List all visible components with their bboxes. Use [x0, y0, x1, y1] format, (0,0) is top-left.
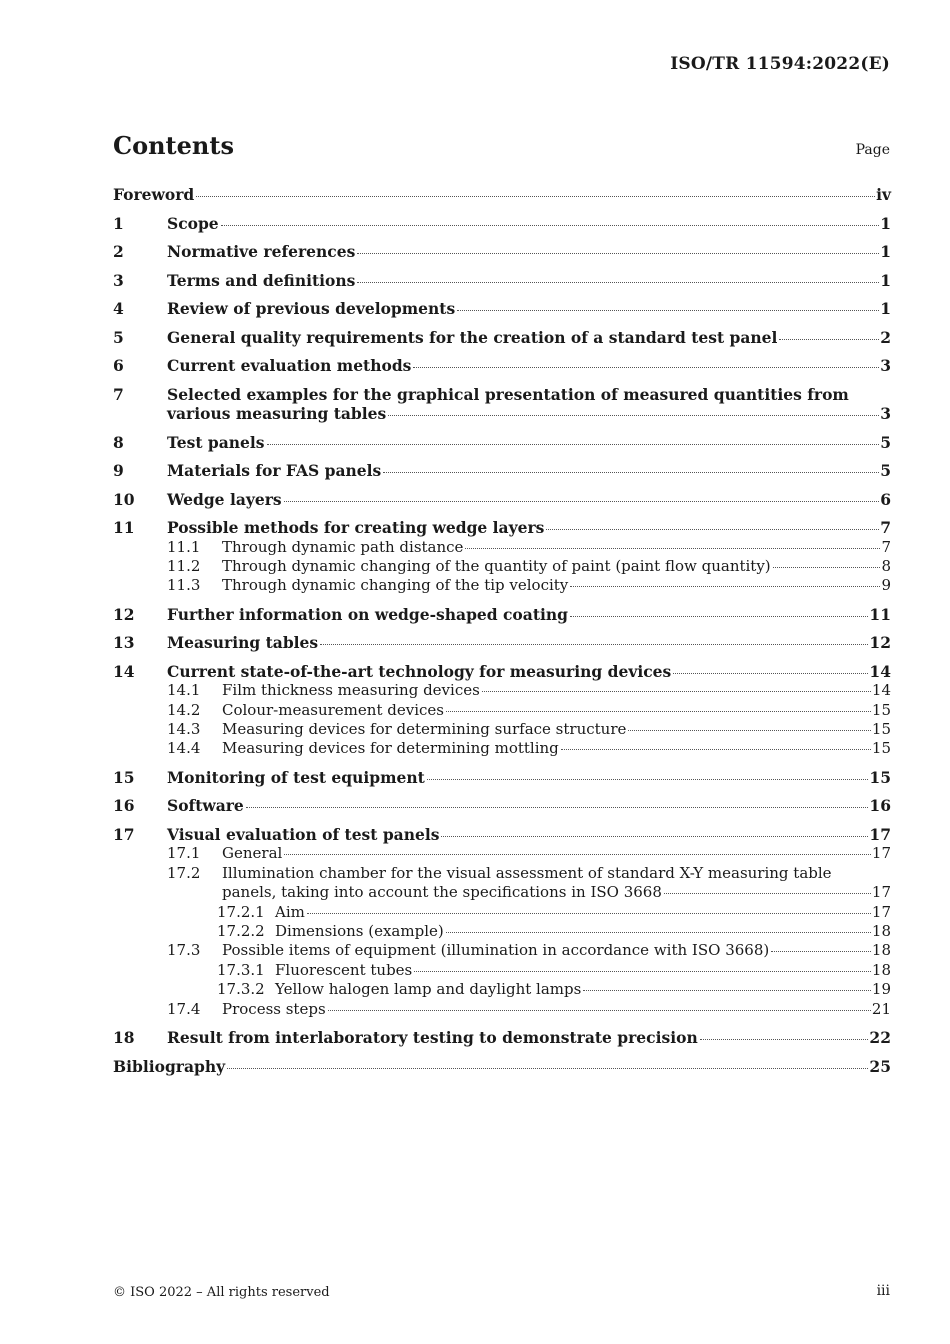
leader-dots [357, 282, 879, 283]
toc-entry-title: Through dynamic changing of the quantity of paint (paint flow quantity) [222, 556, 771, 575]
toc-entry-page: 18 [871, 941, 891, 960]
toc-entry-number: 17.1 [167, 844, 201, 863]
toc-entry-page: 17 [869, 824, 891, 844]
toc-entry-17-3-1[interactable] [113, 961, 891, 980]
toc-entry-title: Visual evaluation of test panels [167, 824, 440, 844]
leader-dots [267, 444, 880, 445]
toc-entry-14-4[interactable] [113, 739, 891, 758]
leader-dots [388, 415, 879, 416]
toc-entry-number: 11.2 [167, 556, 201, 575]
leader-dots [284, 854, 871, 855]
leader-dots [457, 310, 879, 311]
toc-entry-number: 12 [113, 604, 135, 624]
toc-entry-1[interactable] [113, 214, 891, 234]
toc-entry-page: 22 [869, 1028, 891, 1047]
toc-entry-14-1[interactable] [113, 681, 891, 700]
toc-entry-7[interactable] [113, 385, 891, 424]
toc-entry-11-1[interactable] [113, 538, 891, 557]
toc-entry-number: 16 [113, 796, 135, 816]
toc-entry-page: 7 [881, 537, 891, 556]
leader-dots [227, 1068, 868, 1069]
toc-entry-title: Materials for FAS panels [167, 461, 382, 480]
toc-entry-title: Film thickness measuring devices [222, 681, 480, 700]
toc-entry-number: 9 [113, 461, 124, 480]
leader-dots [561, 749, 871, 750]
leader-dots [482, 691, 871, 692]
toc-entry-page: 25 [869, 1056, 891, 1076]
toc-entry-page: 14 [871, 681, 891, 700]
toc-entry-page: 5 [880, 432, 891, 452]
leader-dots [357, 253, 879, 254]
toc-entry-number: 13 [113, 633, 135, 653]
leader-dots [221, 225, 880, 226]
leader-dots [246, 807, 869, 808]
toc-entry-page: 21 [871, 999, 891, 1018]
leader-dots [570, 586, 880, 587]
toc-entry-page: 1 [880, 213, 891, 233]
toc-entry-14[interactable] [113, 662, 891, 682]
toc-entry-title: Through dynamic changing of the tip velocity [222, 576, 569, 595]
toc-entry-number: 8 [113, 432, 124, 452]
leader-dots [383, 472, 879, 473]
toc-entry-17-2[interactable] [113, 864, 891, 903]
toc-entry-title: Result from interlaboratory testing to demonstrate precision [167, 1028, 698, 1047]
toc-entry-title: Further information on wedge-shaped coating [167, 604, 568, 624]
toc-entry-title: Yellow halogen lamp and daylight lamps [275, 980, 582, 999]
toc-entry-number: 17 [113, 824, 135, 844]
toc-entry-page: 9 [881, 576, 891, 595]
toc-entry-number: 11.1 [167, 537, 201, 556]
toc-entry-page: 16 [869, 796, 891, 816]
leader-dots [414, 971, 871, 972]
contents-heading: Contents [113, 131, 234, 160]
toc-entry-11[interactable] [113, 518, 891, 538]
toc-entry-number: 11 [113, 518, 135, 537]
toc-entry-title: General [222, 844, 283, 863]
document-identifier: ISO/TR 11594:2022(E) [670, 54, 890, 74]
toc-entry-17-1[interactable] [113, 844, 891, 863]
toc-entry-number: 17.2 [167, 863, 201, 882]
leader-dots [328, 1010, 871, 1011]
leader-dots [320, 644, 868, 645]
copyright-notice: © ISO 2022 – All rights reserved [113, 1285, 330, 1300]
toc-entry-title-line1: Illumination chamber for the visual assessment of standard X-Y measuring table [222, 863, 832, 882]
toc-entry-6[interactable] [113, 356, 891, 376]
toc-entry-8[interactable] [113, 433, 891, 453]
leader-dots [465, 548, 880, 549]
toc-entry-number: 1 [113, 213, 124, 233]
leader-dots [583, 990, 871, 991]
toc-entry-page: 3 [880, 356, 891, 375]
table-of-contents [113, 185, 891, 1076]
toc-entry-11-2[interactable] [113, 557, 891, 576]
leader-dots [546, 529, 879, 530]
toc-entry-title: Foreword [113, 185, 195, 204]
toc-entry-page: 3 [880, 404, 891, 423]
toc-entry-page: 1 [880, 270, 891, 290]
toc-entry-page: 17 [871, 902, 891, 921]
toc-entry-title: Terms and definitions [167, 270, 356, 290]
toc-entry-number: 17.3 [167, 941, 201, 960]
toc-entry-page: 18 [871, 921, 891, 940]
leader-dots [673, 673, 868, 674]
toc-entry-number: 7 [113, 384, 124, 404]
toc-entry-title: Bibliography [113, 1056, 226, 1076]
toc-entry-4[interactable] [113, 299, 891, 319]
toc-entry-title: General quality requirements for the creation of a standard test panel [167, 327, 778, 347]
toc-entry-title: Colour-measurement devices [222, 700, 444, 719]
toc-entry-number: 17.3.2 [217, 980, 265, 999]
toc-entry-page: 11 [869, 604, 891, 624]
toc-entry-18[interactable] [113, 1028, 891, 1048]
toc-entry-page: 15 [871, 720, 891, 739]
toc-entry-13[interactable] [113, 633, 891, 653]
toc-entry-17-4[interactable] [113, 1000, 891, 1019]
toc-entry-number: 14.4 [167, 739, 201, 758]
toc-entry-number: 18 [113, 1028, 135, 1047]
toc-entry-page: 14 [869, 661, 891, 681]
leader-dots [446, 711, 871, 712]
toc-entry-foreword[interactable] [113, 185, 891, 205]
toc-entry-number: 2 [113, 242, 124, 261]
toc-entry-number: 14.2 [167, 700, 201, 719]
toc-entry-page: 1 [880, 299, 891, 318]
toc-entry-page: 15 [869, 767, 891, 787]
toc-entry-title: Normative references [167, 242, 356, 261]
toc-entry-title: Scope [167, 213, 219, 233]
toc-entry-16[interactable] [113, 796, 891, 816]
toc-entry-title-line2: various measuring tables [167, 404, 387, 423]
toc-entry-page: 2 [880, 327, 891, 347]
page-column-label: Page [855, 142, 890, 158]
toc-entry-9[interactable] [113, 461, 891, 481]
leader-dots [196, 196, 875, 197]
toc-entry-title: Current state-of-the-art technology for measuring devices [167, 661, 672, 681]
toc-entry-page: 6 [880, 489, 891, 509]
toc-entry-number: 6 [113, 356, 124, 375]
toc-entry-title: Measuring devices for determining mottling [222, 739, 559, 758]
toc-entry-number: 14.1 [167, 681, 201, 700]
toc-entry-page: 5 [880, 461, 891, 480]
leader-dots [771, 951, 871, 952]
toc-entry-number: 5 [113, 327, 124, 347]
toc-entry-15[interactable] [113, 768, 891, 788]
toc-entry-page: 17 [871, 844, 891, 863]
toc-entry-title: Possible items of equipment (illumination in accordance with ISO 3668) [222, 941, 770, 960]
leader-dots [284, 501, 880, 502]
toc-entry-title: Dimensions (example) [275, 921, 444, 940]
toc-entry-number: 11.3 [167, 576, 201, 595]
toc-entry-number: 17.2.2 [217, 921, 265, 940]
toc-entry-page: 12 [869, 633, 891, 653]
toc-entry-bibliography[interactable] [113, 1057, 891, 1077]
toc-entry-title: Monitoring of test equipment [167, 767, 425, 787]
leader-dots [570, 616, 868, 617]
toc-entry-page: 15 [871, 700, 891, 719]
toc-entry-number: 17.4 [167, 999, 201, 1018]
toc-entry-17-2-1[interactable] [113, 903, 891, 922]
toc-entry-title: Current evaluation methods [167, 356, 412, 375]
toc-entry-page: 15 [871, 739, 891, 758]
toc-entry-page: 1 [880, 242, 891, 261]
leader-dots [628, 730, 871, 731]
leader-dots [773, 567, 881, 568]
toc-entry-3[interactable] [113, 271, 891, 291]
toc-entry-17-3[interactable] [113, 941, 891, 960]
toc-entry-title: Software [167, 796, 244, 816]
toc-entry-number: 17.2.1 [217, 902, 265, 921]
toc-entry-page: 7 [880, 518, 891, 537]
toc-entry-number: 10 [113, 489, 135, 509]
toc-entry-17-3-2[interactable] [113, 980, 891, 999]
toc-entry-12[interactable] [113, 605, 891, 625]
toc-entry-number: 14 [113, 661, 135, 681]
toc-entry-10[interactable] [113, 490, 891, 510]
toc-entry-11-3[interactable] [113, 576, 891, 595]
toc-entry-title: Process steps [222, 999, 326, 1018]
toc-entry-17[interactable] [113, 825, 891, 845]
leader-dots [779, 339, 879, 340]
leader-dots [446, 932, 871, 933]
toc-entry-title: Test panels [167, 432, 265, 452]
toc-entry-number: 15 [113, 767, 135, 787]
toc-entry-14-2[interactable] [113, 701, 891, 720]
toc-entry-2[interactable] [113, 242, 891, 262]
leader-dots [413, 367, 879, 368]
toc-entry-title: Measuring devices for determining surface structure [222, 720, 627, 739]
toc-entry-title: Fluorescent tubes [275, 960, 413, 979]
toc-entry-14-3[interactable] [113, 720, 891, 739]
toc-entry-title: Measuring tables [167, 633, 319, 653]
toc-entry-page: iv [876, 185, 891, 204]
toc-entry-page: 18 [871, 960, 891, 979]
toc-entry-title: Aim [275, 902, 305, 921]
toc-entry-title-line2: panels, taking into account the specifications in ISO 3668 [222, 883, 662, 902]
leader-dots [427, 779, 869, 780]
toc-entry-title: Wedge layers [167, 489, 282, 509]
toc-entry-number: 17.3.1 [217, 960, 265, 979]
toc-entry-17-2-2[interactable] [113, 922, 891, 941]
leader-dots [700, 1039, 869, 1040]
leader-dots [441, 836, 868, 837]
toc-entry-number: 4 [113, 299, 124, 318]
leader-dots [307, 913, 871, 914]
toc-entry-page: 19 [871, 980, 891, 999]
toc-entry-number: 3 [113, 270, 124, 290]
toc-entry-page: 8 [881, 556, 891, 575]
toc-entry-title: Review of previous developments [167, 299, 456, 318]
toc-entry-title: Through dynamic path distance [222, 537, 464, 556]
page-number: iii [876, 1283, 890, 1299]
toc-entry-5[interactable] [113, 328, 891, 348]
leader-dots [664, 893, 871, 894]
toc-entry-page: 17 [871, 883, 891, 902]
toc-entry-title: Possible methods for creating wedge layers [167, 518, 545, 537]
toc-entry-number: 14.3 [167, 720, 201, 739]
toc-entry-title-line1: Selected examples for the graphical presentation of measured quantities from [167, 384, 849, 404]
